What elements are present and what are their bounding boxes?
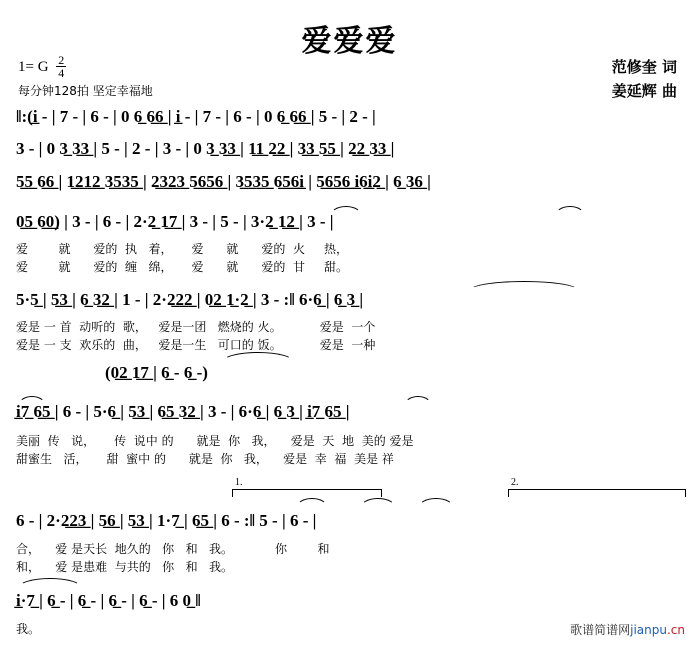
slur-mark [222, 352, 294, 362]
notation-row: 6 - | 2·2̲2̲3̲ | 5̲6̲ | 5̲3̲ | 1·7̲ | 6̲5̲ | 6 - :‖ 5 - | 6 - | [16, 511, 317, 530]
slur-mark [418, 498, 454, 508]
notation-row: ‖:(i̲ - | 7 - | 6 - | 0 6̲ 6̲6̲ | i̲ - | 7 - | 6 - | 0 6̲ 6̲6̲ | 5 - | 2 - | [16, 107, 376, 126]
slur-mark [18, 578, 82, 588]
watermark-tld: .cn [666, 623, 685, 637]
notation-row: 3 - | 0 3̲ 3̲3̲ | 5 - | 2 - | 3 - | 0 3̲ 3̲3̲ | 1̲1̲ 2̲2̲ | 3̲3̲ 5̲5̲ | 2̲2̲ 3̲3̲ | [16, 139, 395, 158]
lyric-row-verse2: 和， 爱 是患难 与共的 你 和 我。 [16, 560, 234, 574]
lyric-row-verse1: 爱是 一 首 动听的 歌， 爱是一团 燃烧的 火。 爱是 一个 [16, 320, 376, 334]
watermark [570, 621, 685, 638]
slur-mark [555, 206, 585, 216]
notation-row-interlude: (0̲2̲ 1̲7̲ | 6̲ - 6̲ -) [105, 363, 208, 382]
notation-row: 0̲5̲ 6̲0̲) | 3 - | 6 - | 2·2̲ 1̲7̲ | 3 - | 5 - | 3·2̲ 1̲2̲ | 3 - | [16, 212, 334, 231]
slur-mark [360, 498, 396, 508]
slur-mark [296, 498, 328, 508]
notation-row: i̲·7̲ | 6̲ - | 6̲ - | 6̲ - | 6̲ - | 6 0̲ ‖ [16, 591, 201, 610]
lyric-row-verse2: 爱 就 爱的 缠 绵， 爱 就 爱的 甘 甜。 [16, 260, 349, 274]
notation-row: 5·5̲ | 5̲3̲ | 6̲ 3̲2̲ | 1 - | 2·2̲2̲2̲ | 0̲2̲ 1̲·2̲ | 3 - :‖ 6·6̲ | 6̲ 3̲ | [16, 290, 364, 309]
key-signature [18, 55, 66, 80]
key-label: 1= G [18, 58, 49, 75]
first-ending-bracket: 1. [232, 489, 382, 497]
slur-mark [468, 281, 580, 291]
watermark-site-name: 歌谱简谱网 [570, 623, 631, 637]
lyric-row-verse1: 美丽 传 说， 传 说中 的 就是 你 我， 爱是 天 地 美的 爱是 [16, 434, 414, 448]
lyric-row-verse1: 我。 [16, 622, 41, 636]
time-signature-denominator: 4 [58, 66, 65, 80]
lyric-row-verse2: 甜蜜生 活， 甜 蜜中 的 就是 你 我， 爱是 幸 福 美是 祥 [16, 452, 394, 466]
slur-mark [404, 396, 432, 406]
notation-row: i̲7̲ 6̲5̲ | 6 - | 5·6̲ | 5̲3̲ | 6̲5̲ 3̲2̲ | 3 - | 6·6̲ | 6̲ 3̲ | i̲7̲ 6̲5̲ | [16, 402, 350, 421]
time-signature [56, 54, 66, 79]
slur-mark [330, 206, 362, 216]
lyric-row-verse1: 合， 爱 是天长 地久的 你 和 我。 你 和 [16, 542, 330, 556]
time-signature-numerator: 2 [58, 53, 65, 67]
notation-row: 5̲5̲ 6̲6̲ | 1̲2̲1̲2̲ 3̲5̲3̲5̲ | 2̲3̲2̲3̲ 5̲6̲5̲6̲ | 3̲5̲3̲5̲ 6̲5̲6̲i̲ | 5̲6̲5̲6̲ i̲6̲i̲2̲ | 6̲ 3̲6̲ | [16, 172, 431, 191]
watermark-domain: jianpu [630, 623, 667, 637]
lyricist-credit: 范修奎 词 [611, 58, 677, 76]
composer-credit: 姜延辉 曲 [611, 82, 677, 100]
page-title: 爱爱爱 [301, 24, 398, 59]
lyric-row-verse2: 爱是 一 支 欢乐的 曲， 爱是一生 可口的 饭。 爱是 一种 [16, 338, 376, 352]
tempo-marking: 每分钟128拍 坚定幸福地 [18, 84, 153, 98]
second-ending-bracket: 2. [508, 489, 686, 497]
slur-mark [18, 396, 46, 406]
lyric-row-verse1: 爱 就 爱的 执 着， 爱 就 爱的 火 热， [16, 242, 349, 256]
